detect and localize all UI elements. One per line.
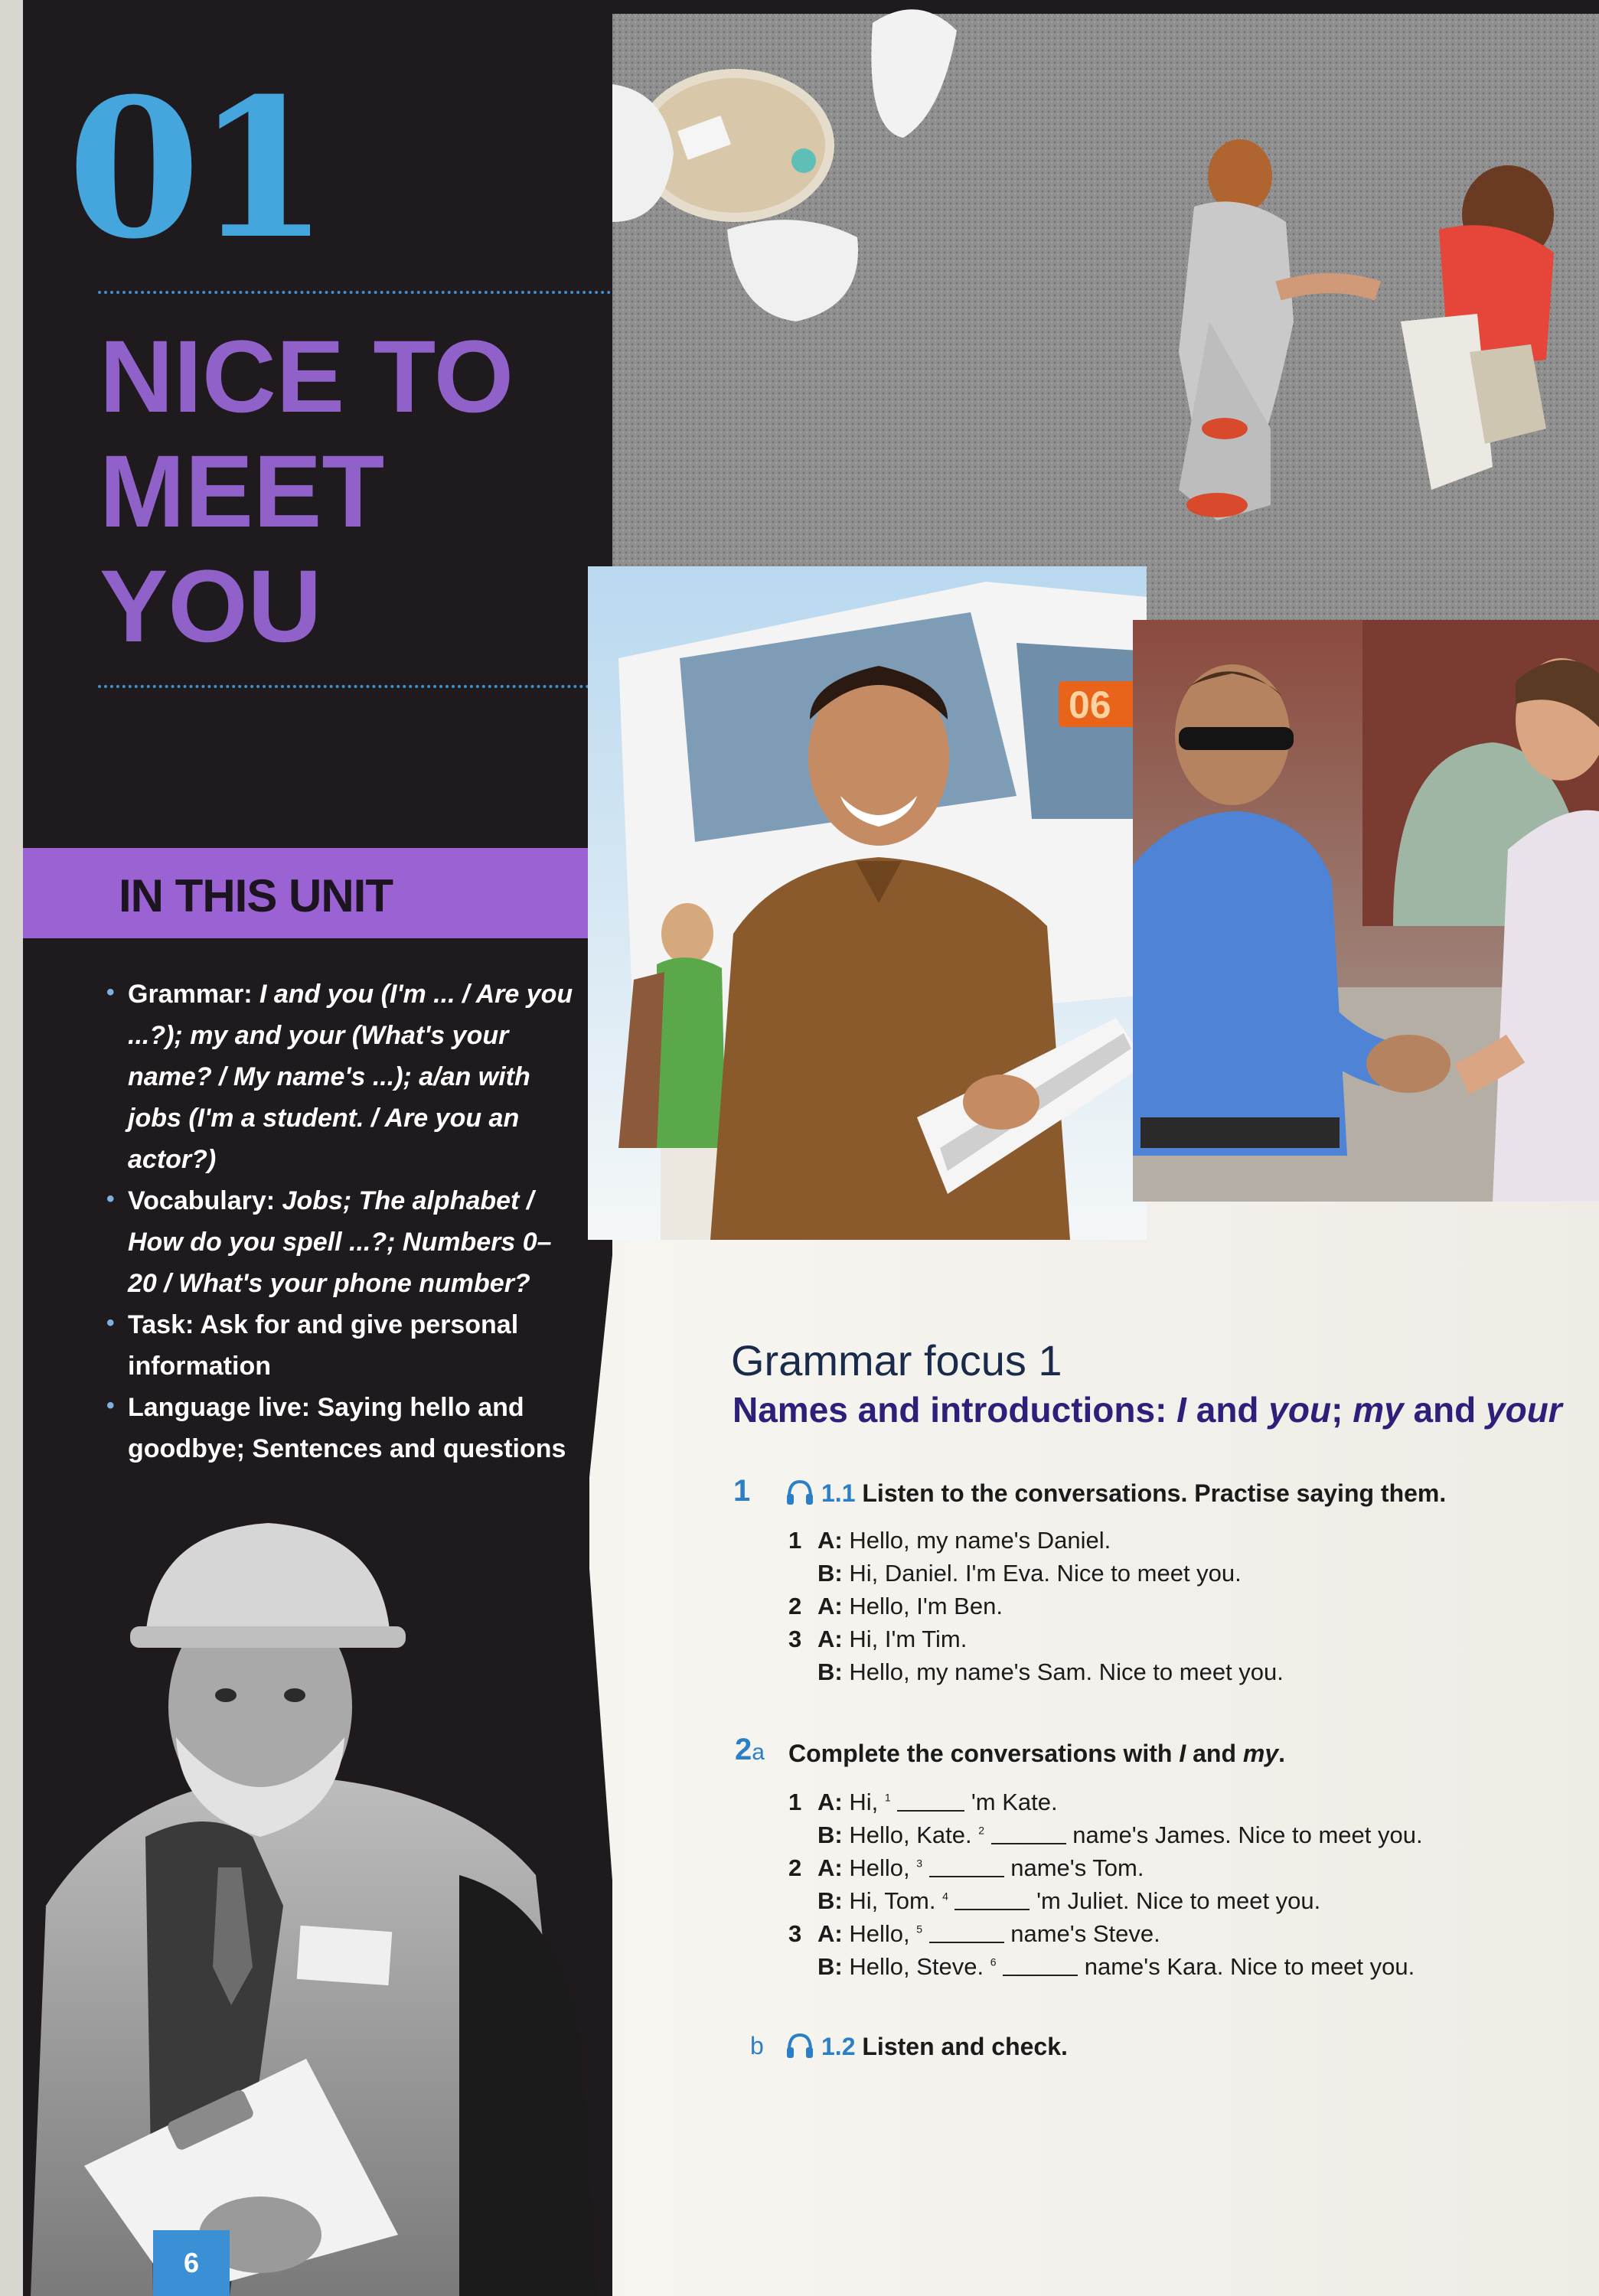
dialogue-text: Hello, my name's Sam. Nice to meet you. [842, 1658, 1284, 1685]
headphones-icon[interactable] [785, 1479, 815, 1506]
dialogue-line [817, 1854, 1144, 1882]
exercise-number: 2 [735, 1733, 752, 1766]
bullet-text: Jobs; The alphabet / How do you spell ...?; Numbers 0–20 / What's your phone number? [128, 1186, 552, 1298]
photo-handshake-overhead [612, 0, 1599, 628]
unit-title-line-3: YOU [100, 550, 322, 664]
dialogue-text: Hello, Steve. [842, 1953, 990, 1980]
gap-number: 1 [884, 1791, 891, 1804]
speaker-label: B: [817, 1821, 843, 1848]
speaker-label: A: [817, 1789, 843, 1815]
speaker-label: A: [817, 1920, 843, 1947]
gap-number: 3 [916, 1857, 922, 1870]
speaker-label: B: [817, 1953, 843, 1980]
dialogue-text: Hello, Kate. [842, 1821, 979, 1848]
dialogue-text: name's Tom. [1003, 1854, 1144, 1881]
instruction-text: my [1242, 1740, 1279, 1767]
exercise-2a-instruction [788, 1740, 1285, 1768]
subtitle-text: Names and introductions: [733, 1390, 1177, 1430]
line-number: 3 [788, 1920, 802, 1947]
unit-title-line-2: MEET [100, 435, 385, 549]
dialogue-line [817, 1821, 1423, 1849]
speaker-label: B: [817, 1887, 843, 1914]
exercise-sub-letter: a [752, 1740, 765, 1765]
dialogue-text: Hello, [842, 1854, 917, 1881]
dialogue-line [817, 1920, 1160, 1948]
bullet-text: I and you (I'm ... / Are you ...?); my and your (What's your name? / My name's ...); a/an with jobs (I'm a student. / Are you an actor?) [128, 980, 573, 1174]
gap-blank[interactable] [955, 1890, 1030, 1910]
list-item [103, 1387, 578, 1469]
subtitle-text: my [1353, 1390, 1404, 1430]
dialogue-line [817, 1658, 1284, 1686]
dialogue-line [817, 1626, 967, 1653]
list-item [103, 1180, 578, 1304]
line-number: 1 [788, 1527, 802, 1554]
dialogue-line [817, 1527, 1111, 1554]
dialogue-line [817, 1887, 1320, 1915]
exercise-1-number: 1 [733, 1474, 751, 1508]
speaker-label: B: [817, 1658, 843, 1685]
dialogue-text: Hello, [842, 1920, 917, 1947]
unit-title [100, 320, 589, 664]
section-title: Grammar focus 1 [731, 1336, 1062, 1384]
instruction-text: I [1179, 1740, 1186, 1767]
section-subtitle [733, 1389, 1562, 1430]
headphones-icon[interactable] [785, 2032, 815, 2060]
gap-number: 2 [978, 1824, 984, 1837]
subtitle-text: I [1176, 1390, 1186, 1430]
dialogue-text: name's Kara. Nice to meet you. [1078, 1953, 1415, 1980]
in-this-unit-label: IN THIS UNIT [119, 870, 393, 921]
page-gutter [0, 0, 23, 2296]
line-number: 1 [788, 1789, 802, 1815]
line-number: 3 [788, 1626, 802, 1652]
dialogue-text: Hi, Daniel. I'm Eva. Nice to meet you. [842, 1560, 1242, 1587]
dialogue-text: Hi, [842, 1789, 885, 1815]
instruction-text: Listen and check. [855, 2033, 1068, 2060]
speaker-label: A: [817, 1527, 843, 1554]
gap-blank[interactable] [897, 1792, 964, 1812]
instruction-text: and [1186, 1740, 1243, 1767]
dialogue-text: 'm Juliet. Nice to meet you. [1030, 1887, 1321, 1914]
unit-title-line-1: NICE TO [100, 320, 514, 434]
page-number: 6 [153, 2230, 230, 2296]
gap-blank[interactable] [929, 1923, 1004, 1943]
gap-number: 4 [942, 1890, 948, 1903]
bullet-label: Task: [128, 1310, 194, 1339]
dialogue-text: name's Steve. [1003, 1920, 1160, 1947]
speaker-label: A: [817, 1854, 843, 1881]
exercise-2b-letter: b [750, 2032, 764, 2060]
audio-track-number: 1.1 [821, 1479, 856, 1507]
dialogue-line [817, 1560, 1242, 1587]
line-number: 2 [788, 1854, 802, 1881]
bullet-label: Vocabulary: [128, 1186, 276, 1215]
gap-number: 5 [916, 1923, 922, 1936]
dialogue-text: Hi, Tom. [842, 1887, 943, 1914]
dialogue-text: Hello, my name's Daniel. [842, 1527, 1111, 1554]
construction-worker-photo [31, 1477, 628, 2296]
speaker-label: A: [817, 1593, 843, 1619]
dialogue-line [817, 1953, 1415, 1981]
subtitle-text: ; [1331, 1390, 1353, 1430]
exercise-1-instruction [785, 1479, 1446, 1508]
exercise-2-number [735, 1733, 765, 1767]
bullet-text: Saying hello and goodbye; Sentences and questions [128, 1393, 566, 1463]
instruction-text: Complete the conversations with [788, 1740, 1180, 1767]
dialogue-text: Hello, I'm Ben. [842, 1593, 1003, 1619]
instruction-text: . [1278, 1740, 1286, 1767]
subtitle-text: you [1268, 1390, 1332, 1430]
subtitle-text: your [1486, 1390, 1562, 1430]
gap-blank[interactable] [1003, 1956, 1078, 1976]
speaker-label: A: [817, 1626, 843, 1652]
instruction-text: Listen to the conversations. Practise saying them. [855, 1479, 1447, 1507]
in-this-unit-list [103, 974, 578, 1469]
audio-track-number: 1.2 [821, 2033, 856, 2060]
bullet-label: Grammar: [128, 980, 253, 1009]
bullet-label: Language live: [128, 1393, 311, 1422]
gap-blank[interactable] [929, 1857, 1004, 1877]
vehicle-number-display: 06 [1069, 683, 1111, 726]
bullet-text: Ask for and give personal information [128, 1310, 519, 1381]
dialogue-line [817, 1593, 1003, 1620]
line-number: 2 [788, 1593, 802, 1619]
gap-number: 6 [990, 1955, 997, 1968]
list-item [103, 974, 578, 1180]
subtitle-text: and [1403, 1390, 1486, 1430]
photo-handshake-street [1133, 620, 1599, 1202]
subtitle-text: and [1186, 1390, 1269, 1430]
speaker-label: B: [817, 1560, 843, 1587]
photo-man-with-clipboard [588, 566, 1147, 1240]
exercise-2b-instruction [785, 2032, 1068, 2061]
dotted-divider-top [98, 291, 611, 294]
dialogue-line [817, 1789, 1058, 1816]
in-this-unit-banner [23, 848, 593, 938]
dialogue-text: name's James. Nice to meet you. [1065, 1821, 1423, 1848]
gap-blank[interactable] [991, 1825, 1066, 1844]
dialogue-text: 'm Kate. [964, 1789, 1058, 1815]
dotted-divider-bottom [98, 685, 596, 688]
unit-number: 01 [67, 56, 325, 281]
dialogue-text: Hi, I'm Tim. [842, 1626, 968, 1652]
list-item [103, 1304, 578, 1387]
